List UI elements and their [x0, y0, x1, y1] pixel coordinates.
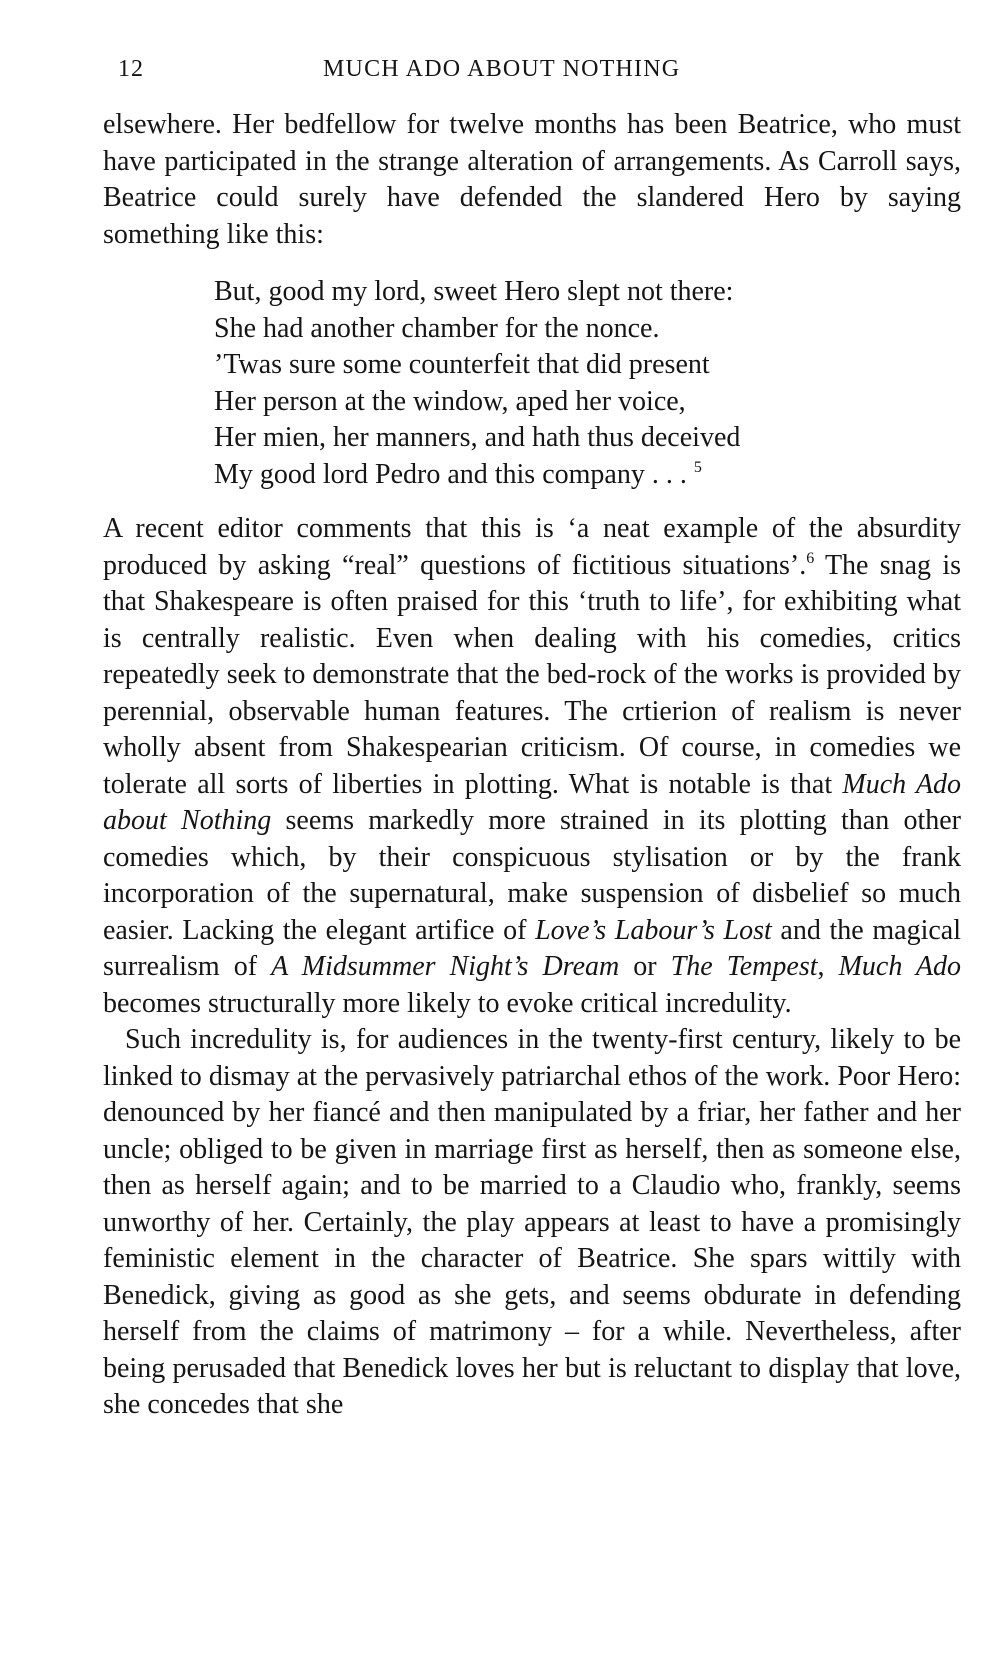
verse-line-6: [214, 457, 961, 494]
p2-text-2: The snag is that Shakespeare is often praised for this ‘truth to life’, for exhibiting what is centrally realistic. Even when dealing with his comedies, critics repeatedly seek to demonstrate that the bed-rock of the works is provided by perennial, observable human features. The crtierion of realism is never wholly absent from Shakespearian criticism. Of course, in comedies we tolerate all sorts of liberties in plotting. What is notable is that: [103, 549, 961, 800]
body-text: [103, 107, 961, 1424]
paragraph-2: [103, 511, 961, 1022]
italic-title-much-ado: Much Ado about Nothing: [103, 768, 961, 836]
running-head: [103, 50, 961, 90]
verse-line-6-text: My good lord Pedro and this company . . .: [214, 458, 687, 490]
footnote-ref-5: 5: [693, 458, 702, 476]
italic-title-loves-labours-lost: Love’s Labour’s Lost: [535, 914, 772, 946]
p2-text-3: seems markedly more strained in its plotting than other comedies which, by their conspicuous stylisation or by the frank incorporation of the supernatural, make suspension of disbelief so much easier. Lacking the elegant artifice of: [103, 805, 962, 946]
paragraph-1: elsewhere. Her bedfellow for twelve months has been Beatrice, who must have participated in the strange alteration of arrangements. As Carroll says, Beatrice could surely have defended the slandered Hero by saying something like this:: [103, 109, 961, 250]
book-page: [103, 50, 961, 1424]
verse-line-2: She had another chamber for the nonce.: [214, 312, 660, 344]
verse-line-4: Her person at the window, aped her voice,: [214, 385, 686, 417]
p2-text-5: or: [619, 951, 671, 982]
paragraph-3: Such incredulity is, for audiences in the twenty-first century, likely to be linked to dismay at the pervasively patriarchal ethos of the work. Poor Hero: denounced by her fiancé and then manipulated by a friar, her father and her uncle; obliged to be given in marriage first as herself, then as someone else, then as herself again; and to be married to a Claudio who, frankly, seems unworthy of her. Certainly, the play appears at least to have a promisingly feministic element in the character of Beatrice. She spars wittily with Benedick, giving as good as she gets, and seems obdurate in defending herself from the claims of matrimony – for a while. Nevertheless, after being perusaded that Benedick loves her but is reluctant to display that love, she concedes that she: [103, 1024, 961, 1420]
p2-text-7: becomes structurally more likely to evoke critical incredulity.: [103, 987, 792, 1019]
italic-title-midsummer: A Midsummer Night’s Dream: [271, 951, 620, 982]
running-title: MUCH ADO ABOUT NOTHING: [323, 56, 681, 82]
p2-text-1: A recent editor comments that this is ‘a neat example of the absurdity produced by asking “real” questions of fictitious situations’.: [103, 513, 961, 581]
footnote-ref-6: 6: [806, 549, 815, 567]
verse-line-5: Her mien, her manners, and hath thus deceived: [214, 422, 741, 453]
italic-title-tempest: The Tempest: [670, 951, 818, 982]
verse-line-1: But, good my lord, sweet Hero slept not there:: [214, 276, 734, 307]
p2-text-6: ,: [817, 951, 839, 982]
page-number: 12: [118, 56, 144, 82]
p2-text-4: and the magical surrealism of: [103, 914, 962, 982]
verse-quotation: [214, 274, 961, 493]
verse-line-3: ’Twas sure some counterfeit that did present: [214, 349, 710, 380]
italic-title-much-ado-short: Much Ado: [838, 951, 962, 982]
